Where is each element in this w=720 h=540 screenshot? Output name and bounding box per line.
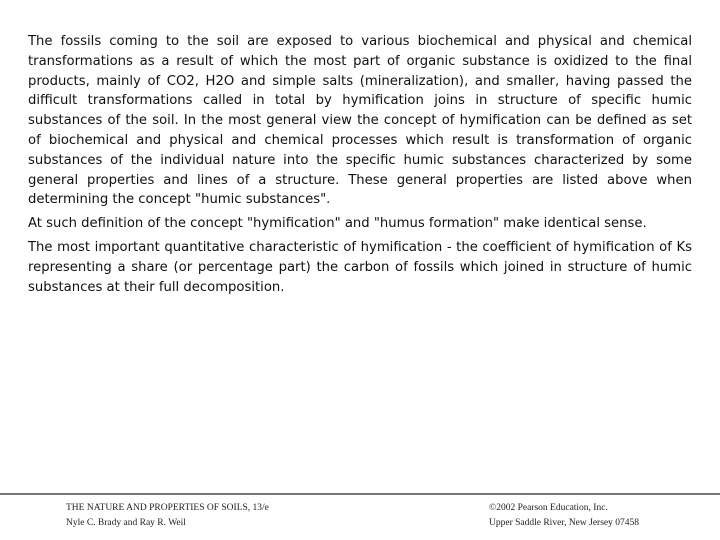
- footer-authors: Nyle C. Brady and Ray R. Weil: [66, 518, 186, 528]
- slide-body: [28, 32, 692, 301]
- paragraph-definition: At such definition of the concept "hymification" and "humus formation" make identical sense.: [28, 216, 647, 232]
- footer-divider: [0, 493, 720, 495]
- paragraph-hymification-process: The fossils coming to the soil are exposed to various biochemical and physical and chemical transformations as a result of which the most part of organic substance is oxidized to the final products, mainly of CO2, H2O and simple salts (mineralization), and smaller, having passed the difficult transformations called in total by hymification joins in structure of specific humic substances of the soil. In the most general view the concept of hymification can be defined as set of biochemical and physical and chemical processes which result is transformation of organic substances of the individual nature into the specific humic substances characterized by some general properties and lines of a structure. These general properties are listed above when determining the concept "humic substances".: [28, 34, 692, 208]
- paragraph-coefficient: The most important quantitative characteristic of hymification - the coefficient of hymification of Ks representing a share (or percentage part) the carbon of fossils which joined in structure of humic substances at their full decomposition.: [28, 239, 692, 295]
- footer-publisher-info: [489, 501, 639, 531]
- footer-book-info: [66, 501, 269, 531]
- footer-book-title: THE NATURE AND PROPERTIES OF SOILS, 13/e: [66, 503, 269, 513]
- footer-copyright: ©2002 Pearson Education, Inc.: [489, 503, 608, 513]
- footer-address: Upper Saddle River, New Jersey 07458: [489, 518, 640, 528]
